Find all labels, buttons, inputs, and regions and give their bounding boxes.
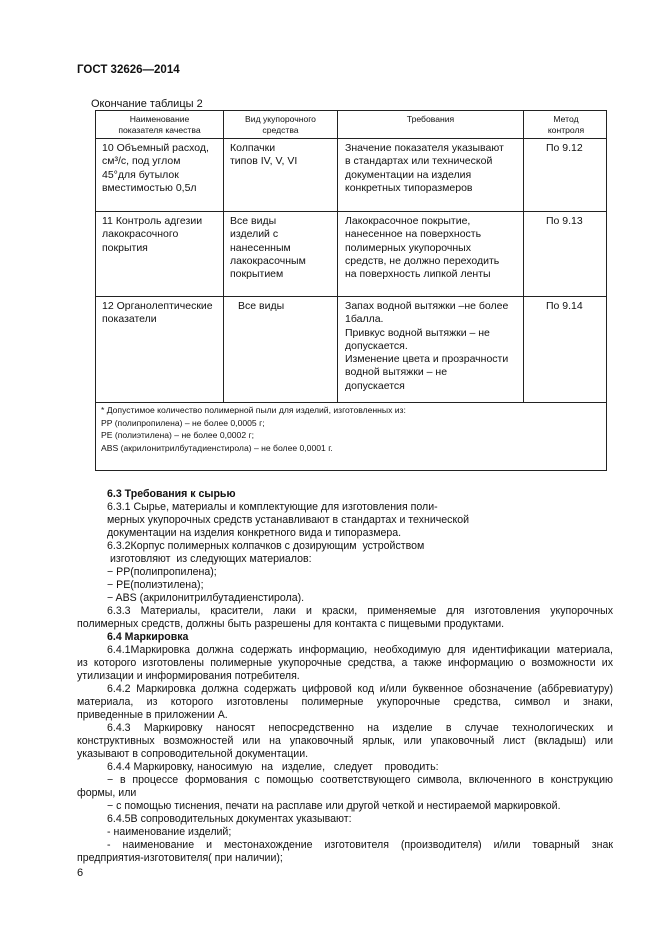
table-cell: По 9.12: [546, 142, 583, 154]
document-header: ГОСТ 32626—2014: [77, 64, 180, 76]
text-line: предприятия-изготовителя( при наличии);: [77, 852, 283, 864]
section-heading: 6.4 Маркировка: [107, 631, 189, 643]
text-line: документации на изделия конкретного вида и типоразмера.: [107, 527, 402, 539]
column-divider: [223, 111, 224, 402]
section-heading: 6.3 Требования к сырью: [107, 488, 236, 500]
table-cell: 10 Объемный расход, см³/с, под углом 45°для бутылок вместимостью 0,5л: [102, 142, 209, 194]
text-line: приведенные в приложении А.: [77, 709, 228, 721]
text-line: полимерных средств, должны быть разрешены для контакта с пищевыми продуктами.: [77, 618, 505, 630]
text-line: мерных укупорочных средств устанавливают в стандартах и технической: [107, 514, 470, 526]
table-cell: Колпачки типов IV, V, VI: [230, 142, 298, 168]
table-cell: 11 Контроль адгезии лакокрасочного покрытия: [102, 215, 203, 254]
requirements-table: [95, 110, 607, 471]
table-cell: Запах водной вытяжки –не более 1балла. Привкус водной вытяжки – не допускается. Изменение цвета и прозрачности водной вытяжки – не допускается: [345, 300, 509, 392]
row-divider: [96, 211, 606, 212]
text-line: − в процессе формования с помощью соответствующего символа, включенного в конструкцию: [107, 774, 613, 786]
text-line: 6.4.2 Маркировка должна содержать цифровой код и/или буквенное обозначение (аббревиатуру): [107, 683, 613, 695]
column-header: Требования: [406, 114, 455, 124]
text-line: 6.3.3 Материалы, красители, лаки и краски, применяемые для изготовления укупорочных: [107, 605, 613, 617]
text-line: − PE(полиэтилена);: [107, 579, 204, 591]
row-divider: [96, 296, 606, 297]
text-line: 6.4.5В сопроводительных документах указывают:: [107, 813, 352, 825]
text-line: указывают в сопроводительной документации.: [77, 748, 309, 760]
text-line: - наименование изделий;: [107, 826, 232, 838]
row-divider: [96, 402, 606, 403]
column-divider: [523, 111, 524, 402]
text-line: из которого изготовлены полимерные укупорочные средства, а также информацию о возможности их: [77, 657, 613, 669]
text-line: 6.4.1Маркировка должна содержать информацию, необходимую для идентификации материала,: [107, 644, 613, 656]
text-line: − с помощью тиснения, печати на расплаве или другой четкой и нестираемой маркировкой.: [107, 800, 561, 812]
row-divider: [96, 138, 606, 139]
text-line: − ABS (акрилонитрилбутадиенстирола).: [107, 592, 305, 604]
page-number: 6: [77, 867, 84, 879]
text-line: 6.3.2Корпус полимерных колпачков с дозирующим устройством: [107, 540, 425, 552]
table-cell: Лакокрасочное покрытие, нанесенное на поверхность полимерных укупорочных средств, не должно переходить на поверхность липкой ленты: [345, 215, 500, 281]
text-line: изготовляют из следующих материалов:: [107, 553, 312, 565]
column-divider: [337, 111, 338, 402]
table-cell: Все виды изделий с нанесенным лакокрасочным покрытием: [230, 215, 306, 281]
table-cell: Значение показателя указывают в стандартах или технической документации на изделия конкретных типоразмеров: [345, 142, 504, 194]
text-line: 6.4.4 Маркировку, наносимую на изделие, следует проводить:: [107, 761, 439, 773]
table-cell: Все виды: [238, 300, 285, 312]
text-line: формы, или: [77, 787, 137, 799]
table-footnote: * Допустимое количество полимерной пыли для изделий, изготовленных из: PP (полипропилена) – не более 0,0005 г; PE (полиэтилена) – не более 0,0002 г; ABS (акрилонитрилбутадиенстирола) – не более 0,0001 г.: [101, 405, 406, 453]
table-caption: Окончание таблицы 2: [91, 98, 203, 110]
text-line: материала, из которого изготовлены полимерные укупорочные средства, символ и знаки,: [77, 696, 613, 708]
table-cell: По 9.13: [546, 215, 583, 227]
text-line: - наименование и местонахождение изготовителя (производителя) и/или товарный знак: [107, 839, 613, 851]
column-header: Наименование показателя качества: [118, 114, 201, 135]
text-line: 6.3.1 Сырье, материалы и комплектующие для изготовления поли-: [107, 501, 438, 513]
column-header: Метод контроля: [547, 114, 585, 135]
table-cell: 12 Органолептические показатели: [102, 300, 213, 326]
text-line: 6.4.3 Маркировку наносят непосредственно на изделие в случае технологических и: [107, 722, 613, 734]
text-line: утилизации и информирования потребителя.: [77, 670, 300, 682]
text-line: конструктивных возможностей или на упаковочный ярлык, или упаковочный лист (вкладыш) или: [77, 735, 613, 747]
column-header: Вид укупорочного средства: [245, 114, 316, 135]
text-line: − PP(полипропилена);: [107, 566, 217, 578]
table-cell: По 9.14: [546, 300, 583, 312]
